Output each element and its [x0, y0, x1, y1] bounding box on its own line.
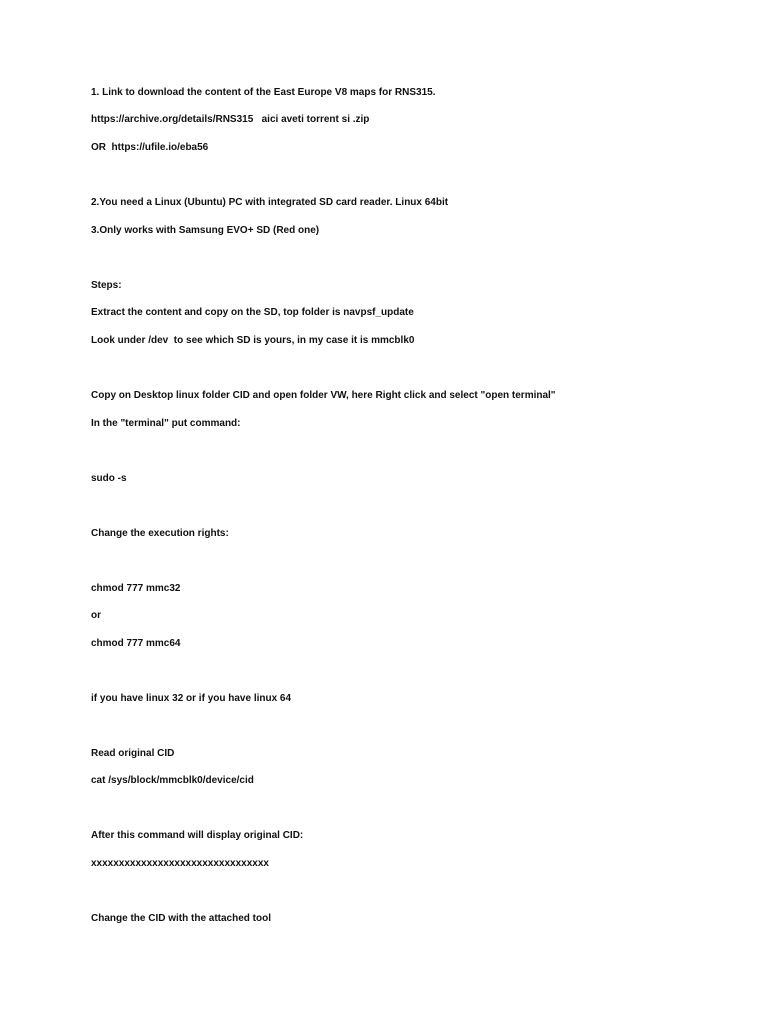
step-1-download-link-text: 1. Link to download the content of the East Europe V8 maps for RNS315. [91, 87, 436, 98]
terminal-command-text: In the "terminal" put command: [91, 418, 241, 429]
step-2-linux-pc-text: 2.You need a Linux (Ubuntu) PC with integrated SD card reader. Linux 64bit [91, 197, 449, 208]
or-text: or [91, 610, 101, 621]
step-3-sd-card-text: 3.Only works with Samsung EVO+ SD (Red one) [91, 225, 320, 236]
archive-url-text: https://archive.org/details/RNS315 aici aveti torrent si .zip [91, 114, 370, 125]
copy-cid-folder-text: Copy on Desktop linux folder CID and open folder VW, here Right click and select "open terminal" [91, 390, 556, 401]
extract-content-text: Extract the content and copy on the SD, top folder is navpsf_update [91, 307, 414, 318]
look-under-dev-text: Look under /dev to see which SD is yours, in my case it is mmcblk0 [91, 335, 415, 346]
linux-version-text: if you have linux 32 or if you have linux 64 [91, 693, 292, 704]
execution-rights-text: Change the execution rights: [91, 528, 229, 539]
read-cid-heading: Read original CID [91, 748, 175, 759]
steps-heading: Steps: [91, 280, 122, 291]
alternate-url-text: OR https://ufile.io/eba56 [91, 142, 209, 153]
cid-placeholder-text: xxxxxxxxxxxxxxxxxxxxxxxxxxxxxxxx [91, 858, 269, 869]
cat-cid-command-text: cat /sys/block/mmcblk0/device/cid [91, 775, 254, 786]
display-cid-text: After this command will display original CID: [91, 830, 304, 841]
sudo-command-text: sudo -s [91, 473, 127, 484]
chmod-mmc32-text: chmod 777 mmc32 [91, 583, 181, 594]
change-cid-text: Change the CID with the attached tool [91, 913, 272, 924]
chmod-mmc64-text: chmod 777 mmc64 [91, 638, 181, 649]
